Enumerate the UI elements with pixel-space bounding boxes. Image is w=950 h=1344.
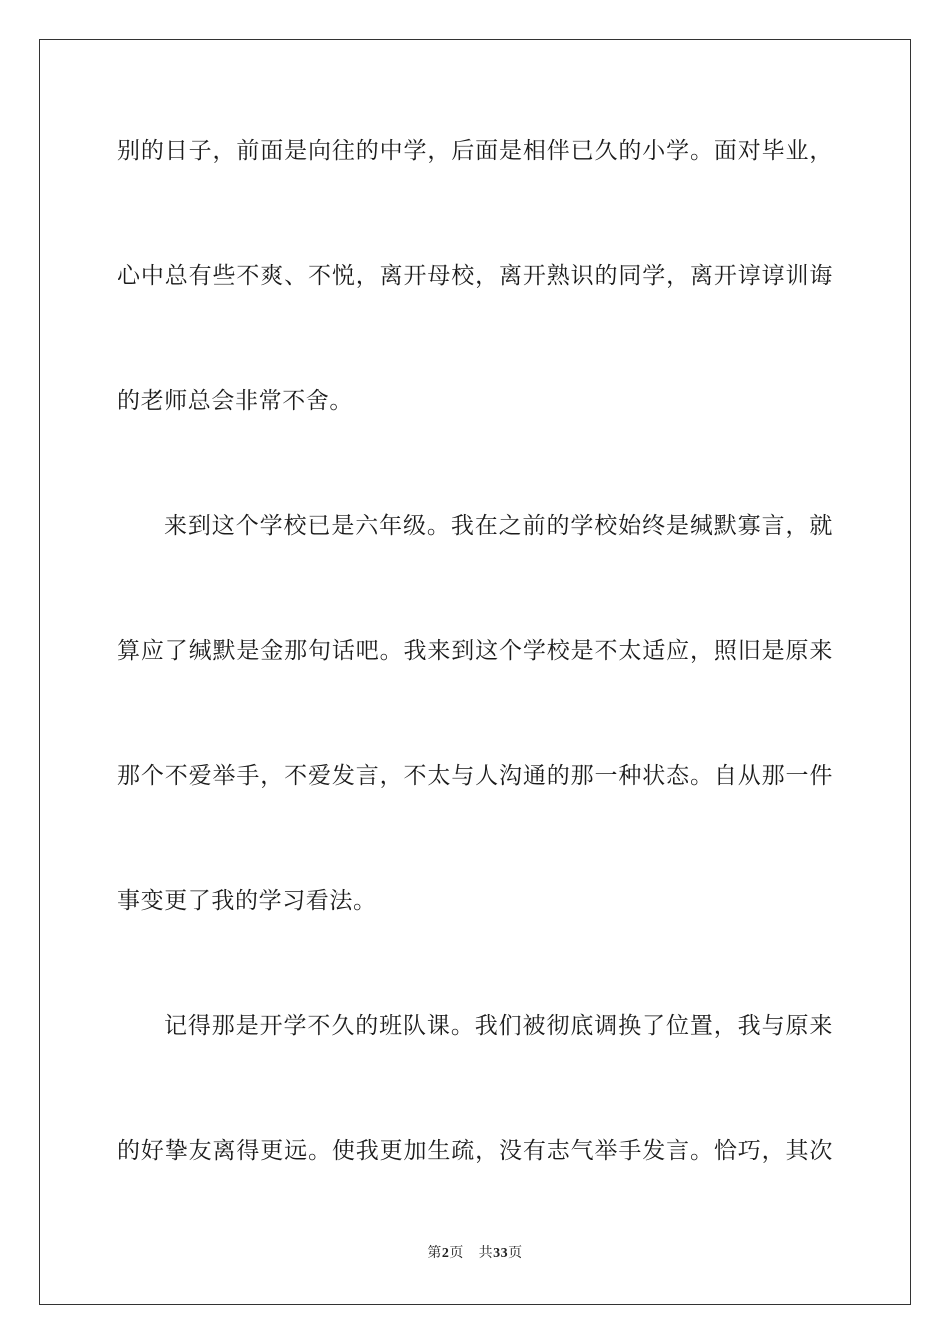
footer-total-prefix: 共 <box>478 1245 494 1261</box>
text-line-8: 记得那是开学不久的班队课。我们被彻底调换了位置，我与原来 <box>164 1013 833 1039</box>
page-footer <box>0 1244 950 1263</box>
footer-page-number: 2 <box>441 1246 450 1261</box>
footer-total-pages: 33 <box>493 1246 509 1261</box>
footer-page-suffix: 页 <box>449 1245 464 1261</box>
text-line-3: 的老师总会非常不舍。 <box>117 388 353 414</box>
footer-page-prefix: 第 <box>427 1245 442 1261</box>
text-line-5: 算应了缄默是金那句话吧。我来到这个学校是不太适应，照旧是原来 <box>117 638 833 664</box>
text-line-4: 来到这个学校已是六年级。我在之前的学校始终是缄默寡言，就 <box>164 513 833 539</box>
page-border <box>39 39 911 1305</box>
text-line-9: 的好挚友离得更远。使我更加生疏，没有志气举手发言。恰巧，其次 <box>117 1138 833 1164</box>
text-line-6: 那个不爱举手，不爱发言，不太与人沟通的那一种状态。自从那一件 <box>117 763 833 789</box>
text-line-2: 心中总有些不爽、不悦，离开母校，离开熟识的同学，离开谆谆训诲 <box>117 263 833 289</box>
text-line-7: 事变更了我的学习看法。 <box>117 888 377 914</box>
footer-total-suffix: 页 <box>508 1245 523 1261</box>
text-line-1: 别的日子，前面是向往的中学，后面是相伴已久的小学。面对毕业， <box>117 138 833 164</box>
